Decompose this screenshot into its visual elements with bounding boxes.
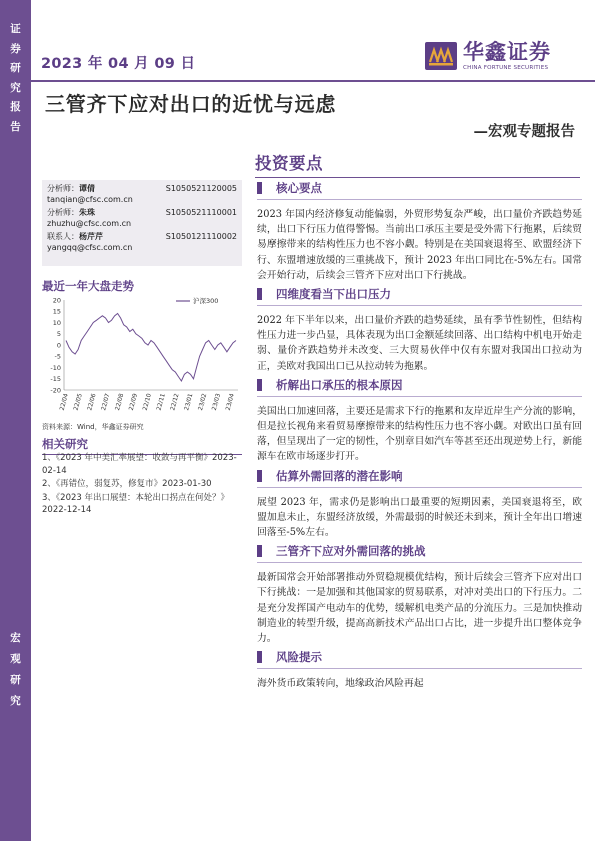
y-tick-label: -5	[54, 352, 61, 361]
analyst-name: 谭倩	[79, 184, 95, 193]
x-tick-label: 22/12	[169, 392, 181, 412]
heading-marker	[257, 288, 262, 300]
analyst-cert: S1050521120005	[165, 184, 237, 193]
heading-marker	[257, 182, 262, 194]
sidebar-label-category: 宏 观 研 究	[10, 632, 21, 707]
y-tick-label: 10	[52, 318, 61, 327]
heading-marker	[257, 379, 262, 391]
x-tick-label: 22/06	[86, 392, 98, 412]
x-tick-label: 23/04	[224, 392, 236, 412]
related-research-link[interactable]: 1、《2023 年中美汇率展望：收敛与再平衡》2023-02-14	[42, 453, 237, 476]
heading-marker	[257, 545, 262, 557]
chart-title: 最近一年大盘走势	[42, 279, 134, 293]
report-title: 三管齐下应对出口的近忧与远虑	[45, 92, 337, 116]
analyst-name: 朱珠	[79, 208, 95, 217]
related-research-title: 相关研究	[42, 436, 242, 455]
y-tick-label: -15	[50, 375, 61, 384]
x-tick-label: 22/04	[58, 392, 70, 412]
sidebar-label-report-type: 证 券 研 究 报 告	[10, 23, 21, 133]
y-tick-label: -20	[50, 386, 61, 395]
contact-cert: S1050121110002	[165, 232, 237, 241]
related-research-link[interactable]: 3、《2023 年出口展望：本轮出口拐点在何处？》2022-12-14	[42, 492, 229, 515]
x-tick-label: 23/01	[183, 392, 195, 412]
x-tick-label: 22/07	[100, 392, 112, 412]
block-text: 展望 2023 年，需求仍是影响出口最重要的短期因素，美国衰退将至，欧盟加息未止，东盟经济放缓，外需最弱的时候还未到来，预计全年出口增速回落至-5%左右。	[257, 496, 582, 539]
contact-role: 联系人：	[47, 232, 79, 241]
block-text: 海外货币政策转向，地缘政治风险再起	[257, 678, 424, 690]
brand-logo	[425, 40, 593, 74]
market-trend-chart	[38, 290, 244, 420]
brand-name-cn: 华鑫证券	[463, 40, 551, 64]
analyst-email[interactable]: zhuzhu@cfsc.com.cn	[47, 219, 132, 228]
heading-marker	[257, 651, 262, 663]
report-date: 2023 年 04 月 09 日	[41, 56, 196, 72]
related-research-link[interactable]: 2、《再错位，弱复苏，修复市》2023-01-30	[42, 479, 212, 489]
x-tick-label: 22/08	[114, 392, 126, 412]
x-tick-label: 22/09	[127, 392, 140, 412]
brand-mark-icon	[425, 42, 457, 70]
block-demand-impact	[257, 468, 582, 541]
analyst-row	[47, 207, 237, 218]
chart-source: 资料来源：Wind，华鑫证券研究	[42, 423, 144, 431]
y-tick-label: -10	[50, 363, 61, 372]
analyst-email[interactable]: tanqian@cfsc.com.cn	[47, 195, 133, 204]
block-heading: 风险提示	[257, 649, 582, 669]
analyst-role: 分析师：	[47, 208, 79, 217]
block-text: 美国出口加速回落，主要还是需求下行的拖累和友岸近岸生产分流的影响，但是拉长视角来看贸易摩擦带来的结构性压力也不容小觑。对欧出口虽有回落，但呈现出了一定的韧性，个别章目如汽车等甚至还出现逆势上行，新能源车在欧市场逐步打开。	[257, 405, 582, 463]
analyst-row	[47, 183, 237, 194]
x-tick-label: 23/02	[197, 392, 209, 412]
y-tick-label: 15	[52, 307, 61, 316]
x-tick-label: 22/10	[141, 392, 153, 412]
report-subtitle: —宏观专题报告	[473, 123, 575, 140]
section-heading: 投资要点	[255, 150, 580, 178]
analyst-cert: S1050521110001	[165, 208, 237, 217]
block-risk-warning	[257, 649, 582, 691]
block-text: 2023 年国内经济修复动能偏弱，外贸形势复杂严峻，出口量价齐跌趋势延续，出口下行压力值得警惕。当前出口承压主要是受外需下行拖累，后续贸易摩擦带来的结构性压力也不容小觑。特别是在美国衰退将至、欧盟经济下行、东盟增速放缓的三重挑战下，预计 2023 年出口同比在-5%左右。国常会开始行动，后续会三管齐下应对出口下行挑战。	[257, 209, 582, 281]
y-tick-label: 5	[56, 330, 61, 339]
brand-name-en: CHINA FORTUNE SECURITIES	[463, 65, 549, 71]
block-heading: 四维度看当下出口压力	[257, 286, 582, 306]
block-core-points	[257, 180, 582, 283]
series-line-hs300	[66, 314, 236, 382]
y-tick-label: 20	[52, 296, 61, 305]
block-root-causes	[257, 377, 582, 465]
contact-email[interactable]: yangqq@cfsc.com.cn	[47, 243, 133, 252]
main-content	[257, 180, 582, 694]
contact-name: 杨芹芹	[79, 232, 103, 241]
legend-label: 沪深300	[193, 297, 219, 305]
x-tick-label: 22/05	[72, 392, 84, 412]
block-heading: 核心要点	[257, 180, 582, 200]
block-text: 2022 年下半年以来，出口量价齐跌的趋势延续，虽有季节性韧性，但结构性压力进一步凸显，具体表现为出口金额延续回落、出口结构中机电开始走弱、量价齐跌趋势并未改变、三大贸易伙伴中仅有东盟对我国出口拉动为正，美欧对我国出口已从拉动转为拖累。	[257, 315, 582, 372]
block-export-pressure	[257, 286, 582, 374]
contact-row	[47, 231, 237, 242]
x-tick-label: 23/03	[210, 392, 223, 412]
block-heading: 估算外需回落的潜在影响	[257, 468, 582, 488]
block-text: 最新国常会开始部署推动外贸稳规模优结构，预计后续会三管齐下应对出口下行挑战：一是加强和其他国家的贸易联系，对冲对美出口的下行压力。二是充分发挥国产电动车的优势，缓解机电类产品的分流压力。三是加快推动制造业的转型升级，提高高新技术产品出口占比，进一步提升出口整体竞争力。	[257, 572, 582, 645]
heading-marker	[257, 470, 262, 482]
header-divider	[31, 80, 595, 82]
analyst-role: 分析师：	[47, 184, 79, 193]
block-heading: 三管齐下应对外需回落的挑战	[257, 543, 582, 563]
y-tick-label: 0	[56, 341, 61, 350]
block-policy-response	[257, 543, 582, 646]
x-tick-label: 22/11	[155, 392, 167, 412]
block-heading: 析解出口承压的根本原因	[257, 377, 582, 397]
related-research-list	[42, 452, 244, 518]
analyst-panel	[42, 180, 242, 266]
